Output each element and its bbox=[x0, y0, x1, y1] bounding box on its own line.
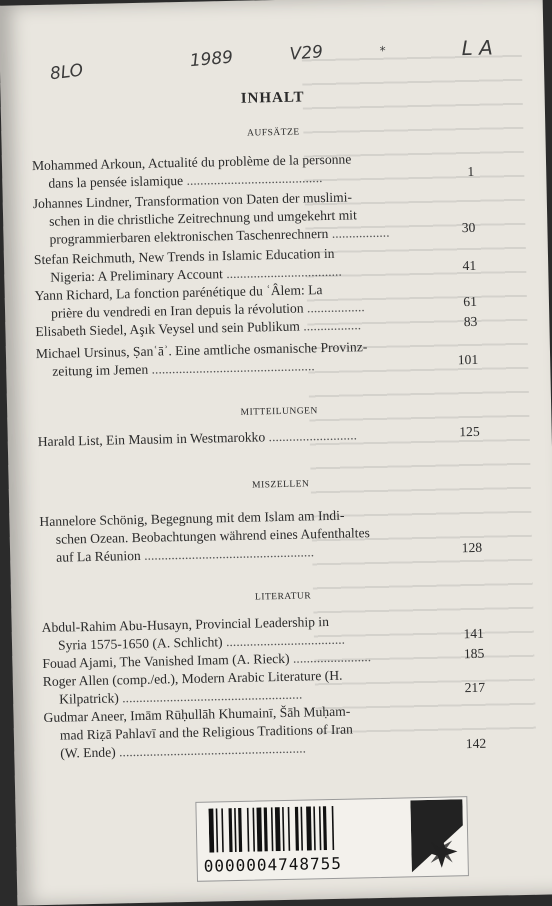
toc-entry-text: Fouad Ajami, The Vanished Imam (A. Rieck) bbox=[42, 650, 290, 672]
toc-entry-text: mad Riẓā Pahlavī and the Religious Traditions of Iran bbox=[59, 721, 354, 743]
barcode-bar bbox=[275, 807, 281, 851]
toc-entry bbox=[38, 424, 448, 451]
barcode-bar bbox=[228, 808, 232, 852]
toc-page-number: 185 bbox=[463, 645, 485, 662]
handwritten-note-4: * bbox=[379, 43, 386, 58]
toc-page-number: 141 bbox=[463, 625, 485, 642]
toc-entry bbox=[39, 504, 450, 567]
toc-entry-text: Elisabeth Siedel, Aşık Veysel und sein Publikum bbox=[35, 318, 301, 340]
barcode-bar bbox=[208, 808, 214, 852]
toc-page-number: 30 bbox=[461, 219, 476, 236]
toc-page-number: 101 bbox=[457, 351, 479, 368]
section-heading-literatur: LITERATUR bbox=[254, 591, 312, 603]
toc-entry-text: Michael Ursinus, Ṣanʿāʾ. Eine amtliche osmanische Provinz- bbox=[35, 339, 368, 362]
toc-entry-text: prière du vendredi en Iran depuis la révolution bbox=[50, 300, 304, 321]
leader-dots: ................................... bbox=[222, 631, 346, 650]
barcode-number: 0000004748755 bbox=[203, 853, 343, 876]
section-heading-mitteilungen: MITTEILUNGEN bbox=[240, 406, 318, 418]
toc-entry-text: dans la pensée islamique bbox=[48, 172, 184, 191]
section-heading-miszellen: MISZELLEN bbox=[251, 479, 310, 491]
handwritten-note-5: L A bbox=[461, 35, 494, 61]
leader-dots: ........................................ bbox=[182, 170, 323, 188]
toc-page-number: 142 bbox=[465, 735, 487, 752]
barcode-bar bbox=[295, 807, 299, 851]
barcode-bar bbox=[288, 807, 291, 851]
toc-entry bbox=[36, 337, 447, 382]
toc-entry-text: schen in die christliche Zeitrechnung und umgekehrt mit bbox=[49, 207, 357, 229]
leader-dots: ................. bbox=[328, 224, 390, 241]
toc-entry-text: Roger Allen (comp./ed.), Modern Arabic Literature (H. bbox=[42, 667, 343, 690]
toc-entry-text: schen Ozean. Beobachtungen während eines Aufenthaltes bbox=[55, 525, 370, 547]
leader-dots: ................................................ bbox=[148, 358, 315, 377]
toc-entry-text: auf La Réunion bbox=[56, 547, 141, 565]
leader-dots: ................. bbox=[299, 317, 362, 334]
toc-entry-text: Harald List, Ein Mausim in Westmarokko bbox=[37, 429, 266, 450]
toc-entry-text: Nigeria: A Preliminary Account bbox=[50, 266, 223, 285]
page-title: INHALT bbox=[240, 89, 305, 107]
barcode-image bbox=[208, 804, 405, 852]
library-logo-icon bbox=[410, 799, 463, 872]
toc-entry-text: Johannes Lindner, Transformation von Daten der muslimi- bbox=[32, 189, 353, 212]
leader-dots: .................................................. bbox=[140, 544, 315, 563]
barcode-bar bbox=[216, 808, 219, 852]
barcode-bar bbox=[264, 807, 268, 851]
toc-page-number: 1 bbox=[467, 163, 475, 180]
handwritten-note-3: V29 bbox=[289, 42, 324, 65]
barcode-bar bbox=[319, 806, 322, 850]
barcode-bar bbox=[282, 807, 285, 851]
toc-page-number: 217 bbox=[464, 679, 486, 696]
toc-entry-text: Syria 1575-1650 (A. Schlicht) bbox=[57, 634, 223, 653]
toc-entry-text: programmierbaren elektronischen Taschenrechnern bbox=[49, 225, 329, 247]
barcode-bar bbox=[256, 807, 262, 851]
toc-entry-text: Gudmar Aneer, Imām Rūḥullāh Khumainī, Šāh Muḥam- bbox=[43, 703, 351, 726]
leader-dots: .......................... bbox=[265, 427, 358, 445]
toc-page-number: 125 bbox=[459, 423, 480, 440]
toc-entry-text: Kilpatrick) bbox=[59, 690, 119, 707]
handwritten-note-2: 1989 bbox=[188, 47, 234, 72]
leader-dots: ....................... bbox=[289, 649, 372, 666]
handwritten-note-1: 8LO bbox=[48, 60, 85, 85]
barcode-bar bbox=[332, 806, 335, 850]
toc-entry bbox=[43, 700, 454, 763]
toc-entry-text: (W. Ende) bbox=[60, 744, 116, 761]
toc-page-number: 41 bbox=[462, 257, 477, 274]
leader-dots: ................. bbox=[303, 299, 365, 316]
toc-entry-text: Yann Richard, La fonction parénétique du ʿÂlem: La bbox=[34, 282, 323, 304]
barcode-bar bbox=[306, 806, 312, 850]
barcode-bar bbox=[313, 806, 316, 850]
barcode-bar bbox=[300, 807, 303, 851]
toc-entry-title bbox=[38, 424, 448, 451]
toc-page-number: 61 bbox=[463, 293, 478, 310]
toc-entry-text: Hannelore Schönig, Begegnung mit dem Islam am Indi- bbox=[39, 507, 345, 530]
toc-entry-text: Mohammed Arkoun, Actualité du problème de la personne bbox=[31, 151, 352, 174]
section-heading-aufsaetze: AUFSÄTZE bbox=[246, 127, 300, 139]
leader-dots: ....................................................... bbox=[115, 740, 307, 760]
barcode-bar bbox=[252, 808, 255, 852]
barcode-bar bbox=[234, 808, 237, 852]
library-barcode-label bbox=[195, 796, 469, 882]
toc-page-number: 83 bbox=[463, 313, 478, 330]
toc-page-number: 128 bbox=[461, 539, 483, 556]
barcode-bar bbox=[247, 808, 250, 852]
barcode-bar bbox=[271, 807, 274, 851]
toc-entry bbox=[32, 149, 443, 194]
barcode-bar bbox=[238, 808, 242, 852]
toc-entry bbox=[33, 187, 444, 250]
barcode-bar bbox=[323, 806, 327, 850]
toc-entry-text: Stefan Reichmuth, New Trends in Islamic Education in bbox=[33, 245, 335, 268]
toc-entry-text: zeitung im Jemen bbox=[52, 361, 149, 379]
barcode-bar bbox=[221, 808, 224, 852]
leader-dots: .................................. bbox=[222, 263, 342, 282]
leader-dots: ..................................................... bbox=[118, 686, 303, 706]
toc-entry-text: Abdul-Rahim Abu-Husayn, Provincial Leadership in bbox=[41, 614, 330, 636]
